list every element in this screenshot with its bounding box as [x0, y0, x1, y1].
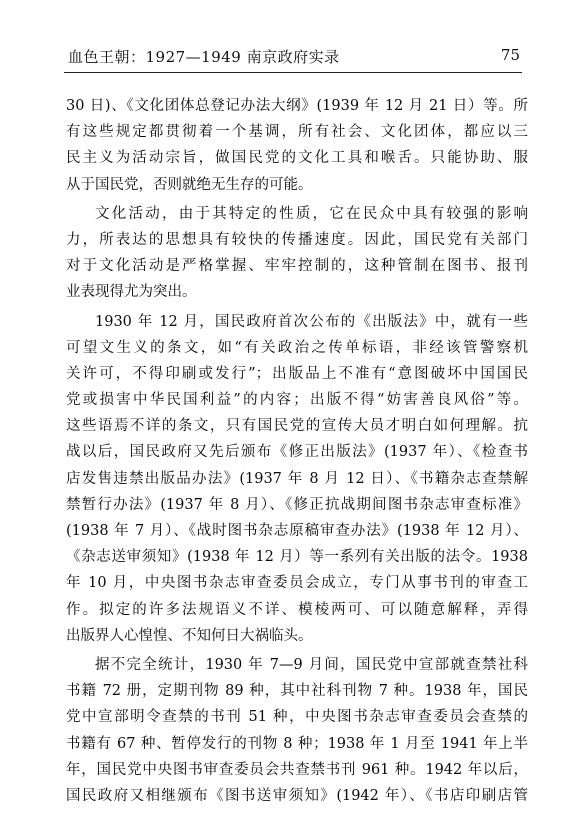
text-line: 禁暂行办法》(1937 年 8 月）、《修正抗战期间图书杂志审查标准》	[66, 496, 528, 513]
text-line: 30 日)、《文化团体总登记办法大纲》(1939 年 12 月 21 日）等。所	[66, 98, 528, 114]
text-line: 业表现得尤为突出。	[66, 284, 197, 301]
running-header-title: 血色王朝：1927—1949 南京政府实录	[68, 48, 340, 66]
text-line: 党或损害中华民国利益”的内容；出版不得“妨害善良风俗”等。	[66, 392, 528, 409]
text-line: 国民政府又相继颁布《图书送审须知》(1942 年）、《书店印刷店管	[66, 787, 528, 804]
text-line: 作。拟定的许多法规语义不详、模棱两可、可以随意解释，弄得	[66, 601, 528, 618]
text-line: 有这些规定都贯彻着一个基调，所有社会、文化团体，都应以三	[66, 124, 528, 141]
text-line: 可望文生义的条文，如“有关政治之传单标语，非经该管警察机	[66, 339, 528, 356]
text-line: 年，国民党中央图书审查委员会共查禁书刊 961 种。1942 年以后，	[66, 761, 528, 778]
body-text	[66, 93, 528, 809]
running-header	[68, 44, 520, 72]
text-line: 店发售违禁出版品办法》(1937 年 8 月 12 日）、《书籍杂志查禁解	[66, 470, 528, 487]
text-line: 关许可，不得印刷或发行”；出版品上不准有“意图破坏中国国民	[66, 365, 528, 382]
text-line: 《杂志送审须知》(1938 年 12 月）等一系列有关出版的法令。1938	[66, 549, 528, 566]
text-line: 文化活动，由于其特定的性质，它在民众中具有较强的影响	[95, 205, 528, 222]
text-line: 1930 年 12 月，国民政府首次公布的《出版法》中，就有一些	[95, 313, 528, 330]
text-line: 这些语焉不详的条文，只有国民党的宣传大员才明白如何理解。抗	[66, 418, 528, 435]
text-line: 书籍 72 册，定期刊物 89 种，其中社科刊物 7 种。1938 年，国民	[66, 683, 528, 700]
text-line: 出版界人心惶惶、不知何日大祸临头。	[66, 627, 313, 644]
text-line: 年 10 月，中央图书杂志审查委员会成立，专门从事书刊的审查工	[66, 575, 528, 592]
text-line: 书籍有 67 种、暂停发行的刊物 8 种；1938 年 1 月至 1941 年上半	[66, 735, 528, 752]
page-number: 75	[500, 46, 520, 64]
text-line: 对于文化活动是严格掌握、牢牢控制的，这种管制在图书、报刊	[66, 258, 528, 275]
text-line: 力，所表达的思想具有较快的传播速度。因此，国民党有关部门	[66, 231, 528, 248]
text-line: 据不完全统计，1930 年 7—9 月间，国民党中宣部就查禁社科	[95, 656, 528, 673]
text-line: 党中宣部明令查禁的书刊 51 种，中央图书杂志审查委员会查禁的	[66, 709, 528, 726]
header-rule	[64, 72, 522, 73]
text-line: 民主义为活动宗旨，做国民党的文化工具和喉舌。只能协助、服	[66, 150, 528, 167]
text-line: 战以后，国民政府又先后颁布《修正出版法》(1937 年）、《检查书	[66, 444, 528, 461]
text-line: (1938 年 7 月）、《战时图书杂志原稿审查办法》(1938 年 12 月）、	[66, 523, 528, 539]
text-line: 从于国民党，否则就绝无生存的可能。	[66, 176, 313, 193]
